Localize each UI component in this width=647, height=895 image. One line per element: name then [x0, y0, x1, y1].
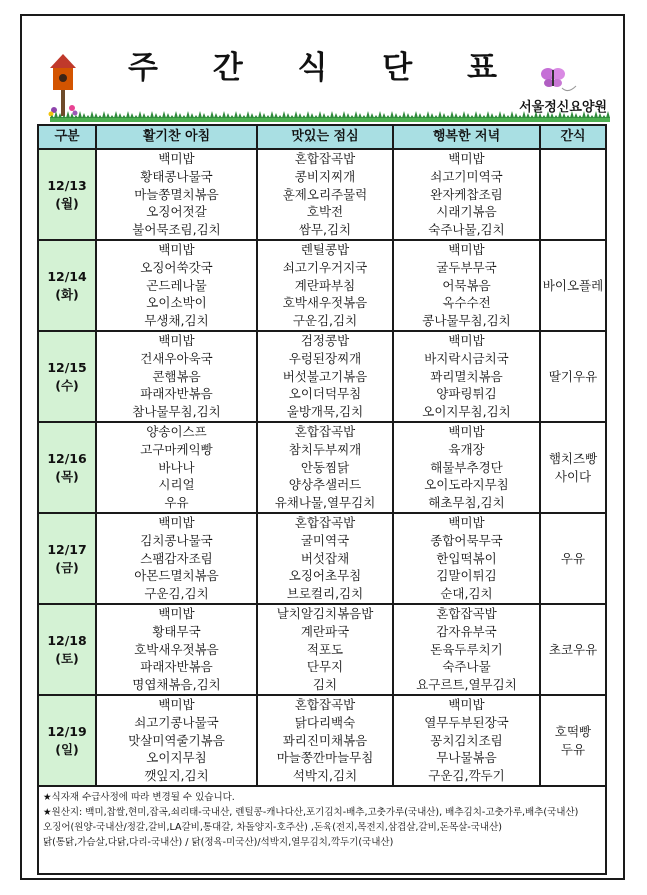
menu-item: 종합어묵무국: [430, 532, 503, 548]
menu-item: 마늘쫑깐마늘무침: [276, 750, 374, 766]
breakfast-cell: [96, 240, 257, 331]
menu-item: 굴미역국: [300, 532, 350, 548]
day-cell: [38, 149, 96, 240]
menu-item: 시래기볶음: [436, 204, 497, 220]
menu-item: 울방개묵,김치: [286, 404, 364, 420]
menu-item: 혼합잡곡밥: [294, 515, 356, 530]
menu-item: 우유: [560, 550, 586, 566]
menu-item: 감자유부국: [436, 623, 497, 639]
menu-item: 돈육두루치기: [430, 641, 503, 657]
menu-item: 옥수수전: [442, 295, 491, 311]
menu-item: 백미밥: [448, 424, 485, 439]
header-lunch: 맛있는 점심: [257, 125, 393, 149]
menu-item: 완자케찹조림: [430, 186, 503, 202]
menu-item: 브로컬리,김치: [286, 586, 364, 602]
menu-item: 오이소박이: [146, 295, 207, 311]
page-title: 주 간 식 단 표: [128, 50, 519, 86]
menu-item: 건새우아욱국: [140, 350, 213, 366]
day-date: 12/15: [47, 359, 87, 375]
day-row: [38, 422, 606, 513]
lunch-cell: [257, 149, 393, 240]
menu-item: 파래자반볶음: [140, 386, 213, 402]
dinner-cell: [393, 513, 540, 604]
menu-item: 무나물볶음: [436, 750, 497, 766]
menu-item: 콩비지찌개: [294, 168, 356, 184]
day-row: [38, 513, 606, 604]
menu-item: 혼합잡곡밥: [294, 151, 356, 166]
lunch-cell: [257, 422, 393, 513]
menu-item: 콘햄볶음: [152, 368, 201, 384]
day-cell: [38, 695, 96, 786]
menu-item: 숙주나물,김치: [428, 222, 505, 238]
day-date: 12/17: [47, 541, 87, 557]
menu-item: 쇠고기콩나물국: [134, 714, 219, 730]
lunch-cell: [257, 513, 393, 604]
day-date: 12/14: [47, 268, 87, 284]
menu-item: 꽈리진미채볶음: [282, 732, 368, 748]
menu-item: 황태콩나물국: [140, 168, 213, 184]
lunch-cell: [257, 331, 393, 422]
notes-cell: [38, 786, 606, 874]
day-date: 12/19: [47, 723, 87, 739]
breakfast-cell: [96, 149, 257, 240]
menu-item: 혼합잡곡밥: [436, 606, 497, 621]
note-line: 닭(통닭,가슴살,다닭,다리-국내산) / 닭(정육-미국산)/석박지,열무김치,깍두기(국내산): [43, 837, 394, 848]
menu-item: 호박전: [306, 204, 344, 220]
header-breakfast: 활기찬 아침: [96, 125, 257, 149]
menu-item: 양송이스프: [146, 424, 207, 439]
menu-item: 백미밥: [448, 242, 485, 257]
snack-cell: [540, 149, 606, 240]
day-row: [38, 149, 606, 240]
menu-item: 구운김,김치: [292, 313, 358, 329]
menu-item: 오이지무침,김치: [422, 404, 511, 420]
menu-item: 고구마케익빵: [140, 441, 213, 457]
menu-item: 바이오플레: [542, 277, 604, 293]
menu-item: 백미밥: [448, 697, 485, 712]
menu-item: 날치알김치볶음밥: [276, 606, 374, 621]
day-weekday: (금): [55, 559, 79, 575]
menu-item: 순대,김치: [440, 586, 493, 602]
menu-item: 콩나물무침,김치: [422, 313, 511, 329]
menu-item: 훈제오리주물럭: [282, 186, 368, 202]
snack-cell: [540, 695, 606, 786]
header-row: [38, 125, 606, 149]
breakfast-cell: [96, 604, 257, 695]
dinner-cell: [393, 240, 540, 331]
breakfast-cell: [96, 695, 257, 786]
menu-item: 쇠고기우거지국: [282, 259, 368, 275]
menu-item: 혼합잡곡밥: [294, 697, 356, 712]
header-snack: 간식: [540, 125, 606, 149]
menu-item: 해물부추경단: [430, 459, 503, 475]
menu-item: 단무지: [306, 659, 344, 675]
menu-item: 무생채,김치: [144, 313, 209, 329]
snack-cell: [540, 240, 606, 331]
day-weekday: (목): [55, 468, 79, 484]
menu-item: 마늘쫑멸치볶음: [134, 186, 219, 202]
header-category: 구분: [38, 125, 96, 149]
snack-cell: [540, 331, 606, 422]
day-date: 12/18: [47, 632, 87, 648]
menu-item: 렌틸콩밥: [300, 242, 350, 257]
menu-item: 백미밥: [448, 151, 485, 166]
weekly-menu-table: [37, 124, 607, 875]
menu-item: 꽁치김치조림: [430, 732, 503, 748]
menu-item: 버섯불고기볶음: [282, 368, 368, 384]
snack-cell: [540, 513, 606, 604]
menu-item: 구운김,김치: [144, 586, 209, 602]
menu-item: 깻잎지,김치: [144, 768, 209, 784]
day-weekday: (수): [55, 377, 79, 393]
menu-item: 김말이튀김: [436, 568, 497, 584]
menu-item: 백미밥: [158, 242, 195, 257]
menu-item: 열무두부된장국: [424, 714, 509, 730]
day-row: [38, 695, 606, 786]
menu-item: 햄치즈빵: [548, 450, 598, 466]
menu-item: 한입떡볶이: [436, 550, 497, 566]
breakfast-cell: [96, 422, 257, 513]
menu-item: 오이도라지무침: [424, 477, 509, 493]
menu-item: 오이지무침: [146, 750, 207, 766]
menu-item: 백미밥: [158, 151, 195, 166]
menu-item: 닭다리백숙: [294, 714, 356, 730]
snack-cell: [540, 422, 606, 513]
menu-item: 양파링튀김: [436, 386, 497, 402]
note-line: ★식자재 수급사정에 따라 변경될 수 있습니다.: [43, 792, 235, 803]
menu-item: 혼합잡곡밥: [294, 424, 356, 439]
organization-name: 서울정신요양원: [519, 100, 607, 115]
menu-item: 안동찜닭: [300, 459, 350, 475]
menu-item: 오징어젓갈: [146, 204, 207, 220]
day-cell: [38, 331, 96, 422]
day-weekday: (일): [55, 741, 79, 757]
day-row: [38, 331, 606, 422]
notes-row: [38, 786, 606, 874]
dinner-cell: [393, 331, 540, 422]
day-row: [38, 604, 606, 695]
menu-item: 육개장: [448, 441, 485, 457]
menu-item: 백미밥: [158, 515, 195, 530]
menu-item: 꽈리멸치볶음: [430, 368, 503, 384]
note-line: 오징어(원양-국내산/정갈,갈비,LA갈비,통대갈, 차돌양지-호주산) ,돈육(전지,목전지,삼겹살,갈비,돈목살-국내산): [43, 822, 502, 833]
lunch-cell: [257, 240, 393, 331]
breakfast-cell: [96, 331, 257, 422]
menu-item: 오징어쑥갓국: [140, 259, 213, 275]
menu-item: 아몬드멸치볶음: [134, 568, 219, 584]
menu-item: 호박새우젓볶음: [134, 641, 219, 657]
menu-item: 석박지,김치: [292, 768, 358, 784]
lunch-cell: [257, 695, 393, 786]
menu-item: 오징어초무침: [288, 568, 362, 584]
menu-item: 유채나물,열무김치: [274, 495, 376, 511]
day-date: 12/16: [47, 450, 87, 466]
menu-item: 오이더덕무침: [288, 386, 362, 402]
menu-item: 사이다: [554, 468, 592, 484]
menu-item: 딸기우유: [548, 368, 598, 384]
day-cell: [38, 240, 96, 331]
menu-item: 맛살미역줄기볶음: [128, 732, 225, 748]
day-weekday: (토): [55, 650, 79, 666]
menu-item: 바지락시금치국: [424, 350, 509, 366]
menu-item: 초코우유: [548, 641, 598, 657]
note-line: ★원산지: 백미,찹쌀,현미,잡곡,쇠리태-국내산, 렌틸콩-캐나다산,포기김치-배추,고춧가루(국내산), 배추김치-고춧가루,배추(국내산): [43, 807, 579, 818]
menu-item: 구운김,깍두기: [428, 768, 505, 784]
dinner-cell: [393, 149, 540, 240]
menu-item: 굴두부무국: [436, 259, 497, 275]
day-weekday: (화): [55, 286, 79, 302]
menu-item: 참나물무침,김치: [132, 404, 221, 420]
menu-item: 바나나: [158, 459, 195, 475]
menu-item: 백미밥: [158, 606, 195, 621]
menu-item: 버섯잡채: [300, 550, 350, 566]
menu-item: 두유: [560, 741, 586, 757]
menu-item: 호떡빵: [554, 723, 592, 739]
day-date: 12/13: [47, 177, 87, 193]
menu-item: 적포도: [306, 641, 344, 657]
snack-cell: [540, 604, 606, 695]
menu-item: 황태무국: [152, 623, 201, 639]
menu-item: 어묵볶음: [442, 277, 491, 293]
menu-item: 계란파부침: [294, 277, 356, 293]
menu-item: 쇠고기미역국: [430, 168, 503, 184]
dinner-cell: [393, 422, 540, 513]
dinner-cell: [393, 604, 540, 695]
menu-item: 해초무침,김치: [428, 495, 505, 511]
menu-item: 백미밥: [448, 515, 485, 530]
breakfast-cell: [96, 513, 257, 604]
day-cell: [38, 604, 96, 695]
menu-item: 우유: [164, 495, 189, 511]
day-weekday: (월): [55, 195, 79, 211]
dinner-cell: [393, 695, 540, 786]
menu-item: 숙주나물: [442, 659, 491, 675]
day-row: [38, 240, 606, 331]
menu-item: 불어묵조림,김치: [132, 222, 221, 238]
menu-item: 검정콩밥: [300, 333, 350, 348]
header-dinner: 행복한 저녁: [393, 125, 540, 149]
menu-item: 참치두부찌개: [288, 441, 362, 457]
menu-item: 파래자반볶음: [140, 659, 213, 675]
menu-item: 명엽채볶음,김치: [132, 677, 221, 693]
menu-item: 우렁된장찌개: [288, 350, 362, 366]
menu-item: 계란파국: [300, 623, 350, 639]
menu-item: 시리얼: [158, 477, 195, 493]
lunch-cell: [257, 604, 393, 695]
menu-item: 양상추샐러드: [288, 477, 362, 493]
day-cell: [38, 513, 96, 604]
menu-item: 요구르트,열무김치: [416, 677, 517, 693]
menu-item: 곤드레나물: [146, 277, 207, 293]
grass-border: [50, 110, 610, 122]
menu-item: 백미밥: [158, 697, 195, 712]
menu-item: 스팸감자조림: [140, 550, 213, 566]
menu-item: 쌈무,김치: [298, 222, 352, 238]
day-cell: [38, 422, 96, 513]
menu-item: 백미밥: [158, 333, 195, 348]
menu-item: 김치콩나물국: [140, 532, 213, 548]
menu-item: 김치: [312, 677, 338, 693]
menu-item: 호박새우젓볶음: [282, 295, 368, 311]
menu-item: 백미밥: [448, 333, 485, 348]
